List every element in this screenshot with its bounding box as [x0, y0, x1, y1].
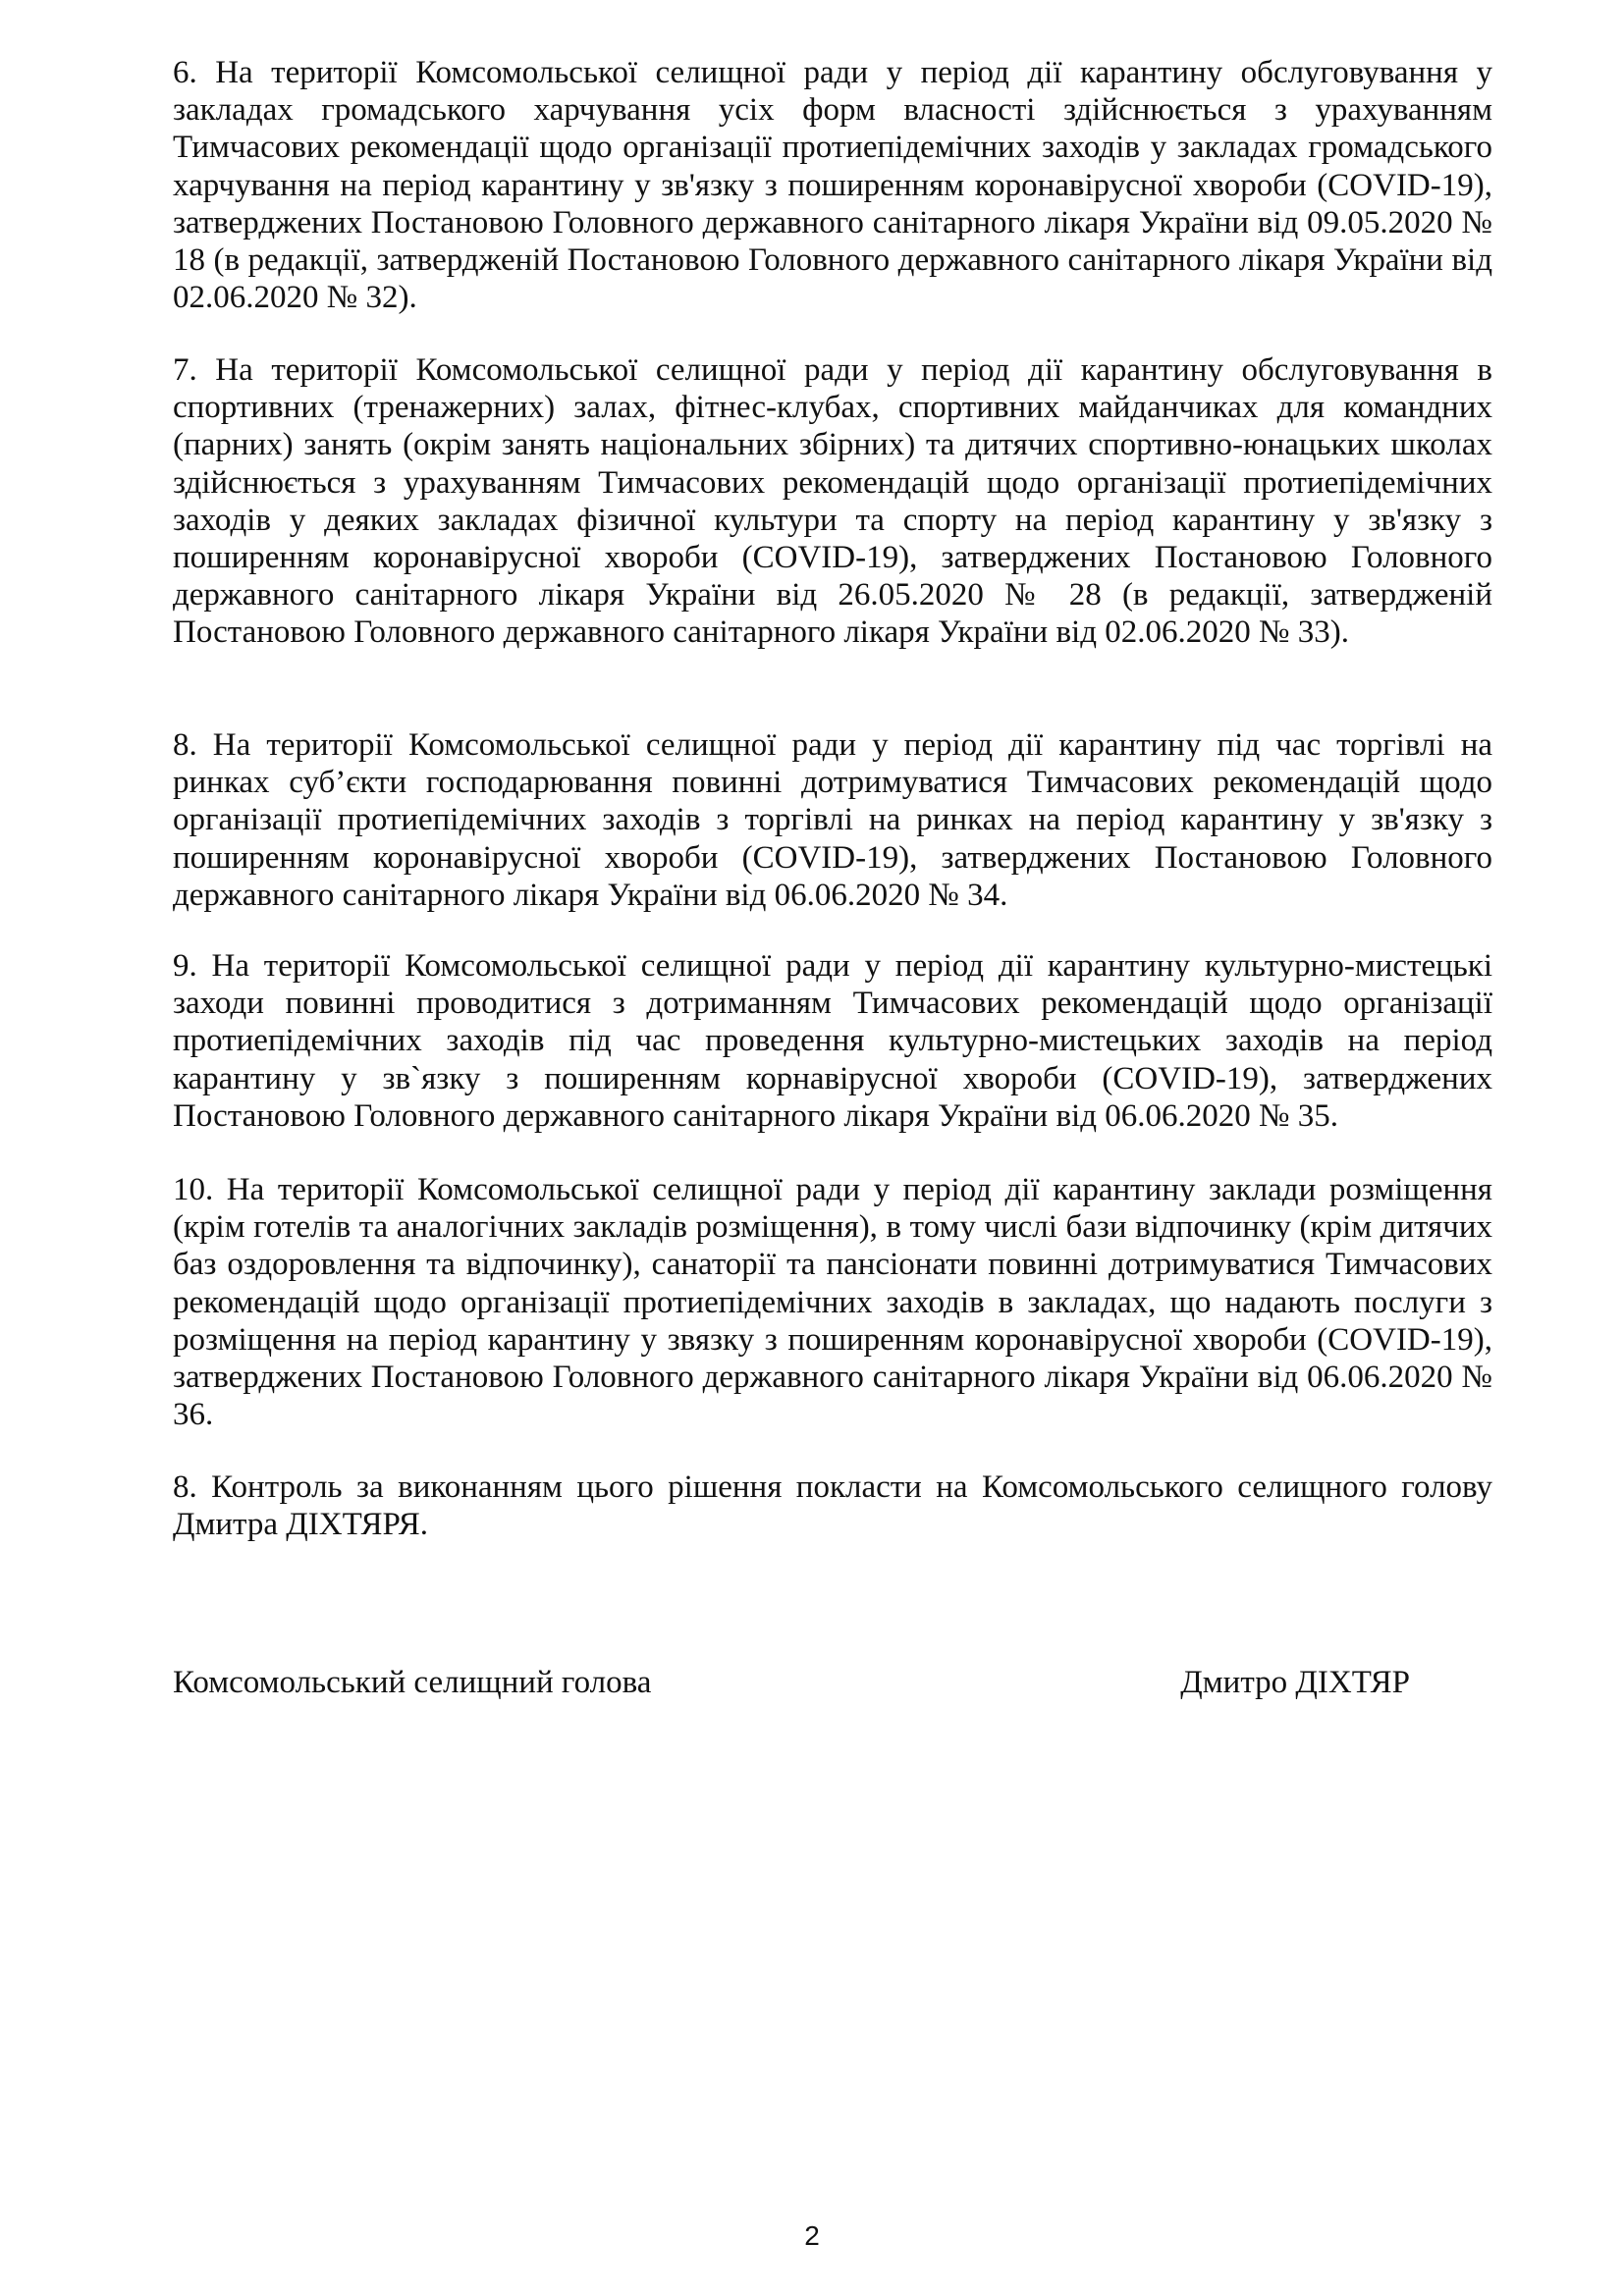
paragraph-10: 10. На території Комсомольської селищної ради у період дії карантину заклади розміщення (крім готелів та аналогічних закладів розміщення), в тому числі бази відпочинку (крім дитячих баз оздоровлення та відпочинку), санаторії та пансіонати повинні дотримуватися Тимчасових рекомендацій щодо організації протиепідемічних заходів в закладах, що надають послуги з розміщення на період карантину у звязку з поширенням коронавірусної хвороби (COVID-19), затверджених Постановою Головного державного санітарного лікаря України від 06.06.2020 № 36. [173, 1172, 1492, 1433]
page-number: 2 [804, 2220, 820, 2251]
signatory-name: Дмитро ДІХТЯР [1180, 1665, 1410, 1700]
signature-block [173, 1664, 1410, 1703]
signatory-title: Комсомольський селищний голова [173, 1665, 652, 1700]
paragraph-8-markets: 8. На території Комсомольської селищної ради у період дії карантину під час торгівлі на ринках суб’єкти господарювання повинні дотримуватися Тимчасових рекомендацій щодо організації протиепідемічних заходів з торгівлі на ринках на період карантину у зв'язку з поширенням коронавірусної хвороби (COVID-19), затверджених Постановою Головного державного санітарного лікаря України від 06.06.2020 № 34. [173, 727, 1492, 913]
paragraph-7: 7. На території Комсомольської селищної ради у період дії карантину обслуговування в спортивних (тренажерних) залах, фітнес-клубах, спортивних майданчиках для командних (парних) занять (окрім занять національних збірних) та дитячих спортивно-юнацьких школах здійснюється з урахуванням Тимчасових рекомендацій щодо організації протиепідемічних заходів у деяких закладах фізичної культури та спорту на період карантину у зв'язку з поширенням коронавірусної хвороби (COVID-19), затверджених Постановою Головного державного санітарного лікаря України від 26.05.2020 № 28 (в редакції, затвердженій Постановою Головного державного санітарного лікаря України від 02.06.2020 № 33). [173, 352, 1492, 651]
paragraph-6: 6. На території Комсомольської селищної ради у період дії карантину обслуговування у закладах громадського харчування усіх форм власності здійснюється з урахуванням Тимчасових рекомендації щодо організації протиепідемічних заходів у закладах громадського харчування на період карантину у зв'язку з поширенням коронавірусної хвороби (COVID-19), затверджених Постановою Головного державного санітарного лікаря України від 09.05.2020 № 18 (в редакції, затвердженій Постановою Головного державного санітарного лікаря України від 02.06.2020 № 32). [173, 55, 1492, 316]
paragraph-9: 9. На території Комсомольської селищної ради у період дії карантину культурно-мистецькі заходи повинні проводитися з дотриманням Тимчасових рекомендацій щодо організації протиепідемічних заходів під час проведення культурно-мистецьких заходів на період карантину у зв`язку з поширенням корнавірусної хвороби (COVID-19), затверджених Постановою Головного державного санітарного лікаря України від 06.06.2020 № 35. [173, 948, 1492, 1134]
paragraph-8-control: 8. Контроль за виконанням цього рішення покласти на Комсомольського селищного голову Дмитра ДІХТЯРЯ. [173, 1469, 1492, 1543]
